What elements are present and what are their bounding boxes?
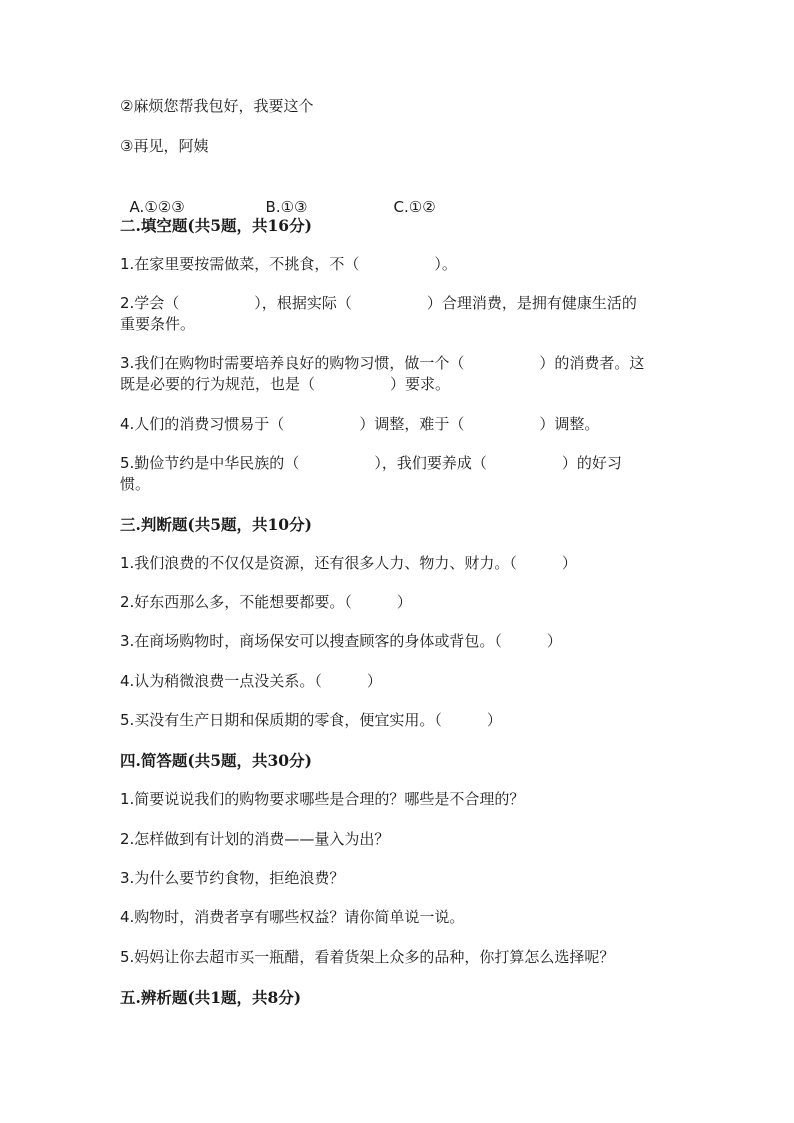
true-false-question-1: 1.我们浪费的不仅仅是资源，还有很多人力、物力、财力。（ ）	[120, 554, 577, 572]
short-answer-question-3: 3.为什么要节约食物，拒绝浪费？	[120, 869, 345, 887]
short-answer-question-5: 5.妈妈让你去超市买一瓶醋，看着货架上众多的品种，你打算怎么选择呢？	[120, 948, 615, 966]
fill-blank-question-4: 4.人们的消费习惯易于（ ）调整，难于（ ）调整。	[120, 415, 600, 433]
true-false-question-2: 2.好东西那么多，不能想要都要。（ ）	[120, 593, 412, 611]
fill-blank-question-2: 2.学会（ ），根据实际（ ）合理消费，是拥有健康生活的 重要条件。	[120, 294, 637, 333]
true-false-question-3: 3.在商场购物时，商场保安可以搜查顾客的身体或背包。（ ）	[120, 632, 562, 650]
true-false-question-5: 5.买没有生产日期和保质期的零食，便宜实用。（ ）	[120, 711, 502, 729]
choice-c: C.①②	[393, 198, 436, 216]
section-heading-short-answer: 四.简答题(共5题，共30分)	[120, 751, 312, 770]
answer-choices	[120, 176, 436, 218]
short-answer-question-1: 1.简要说说我们的购物要求哪些是合理的？哪些是不合理的？	[120, 790, 525, 808]
short-answer-question-2: 2.怎样做到有计划的消费——量入为出？	[120, 830, 390, 848]
fill-blank-question-1: 1.在家里要按需做菜，不挑食，不（ ）。	[120, 255, 457, 273]
section-heading-true-false: 三.判断题(共5题，共10分)	[120, 515, 312, 534]
choice-option-3: ③再见，阿姨	[120, 137, 209, 155]
true-false-question-4: 4.认为稍微浪费一点没关系。（ ）	[120, 672, 382, 690]
choice-a: A.①②③	[129, 198, 185, 216]
section-heading-fill-blank: 二.填空题(共5题，共16分)	[120, 216, 312, 235]
choice-b: B.①③	[265, 198, 308, 216]
section-heading-analysis: 五.辨析题(共1题，共8分)	[120, 988, 302, 1007]
fill-blank-question-5: 5.勤俭节约是中华民族的（ ），我们要养成（ ）的好习 惯。	[120, 454, 622, 493]
choice-option-2: ②麻烦您帮我包好，我要这个	[120, 97, 314, 115]
short-answer-question-4: 4.购物时，消费者享有哪些权益？请你简单说一说。	[120, 908, 465, 926]
fill-blank-question-3: 3.我们在购物时需要培养良好的购物习惯，做一个（ ）的消费者。这 既是必要的行为规范，也是（ ）要求。	[120, 354, 645, 393]
